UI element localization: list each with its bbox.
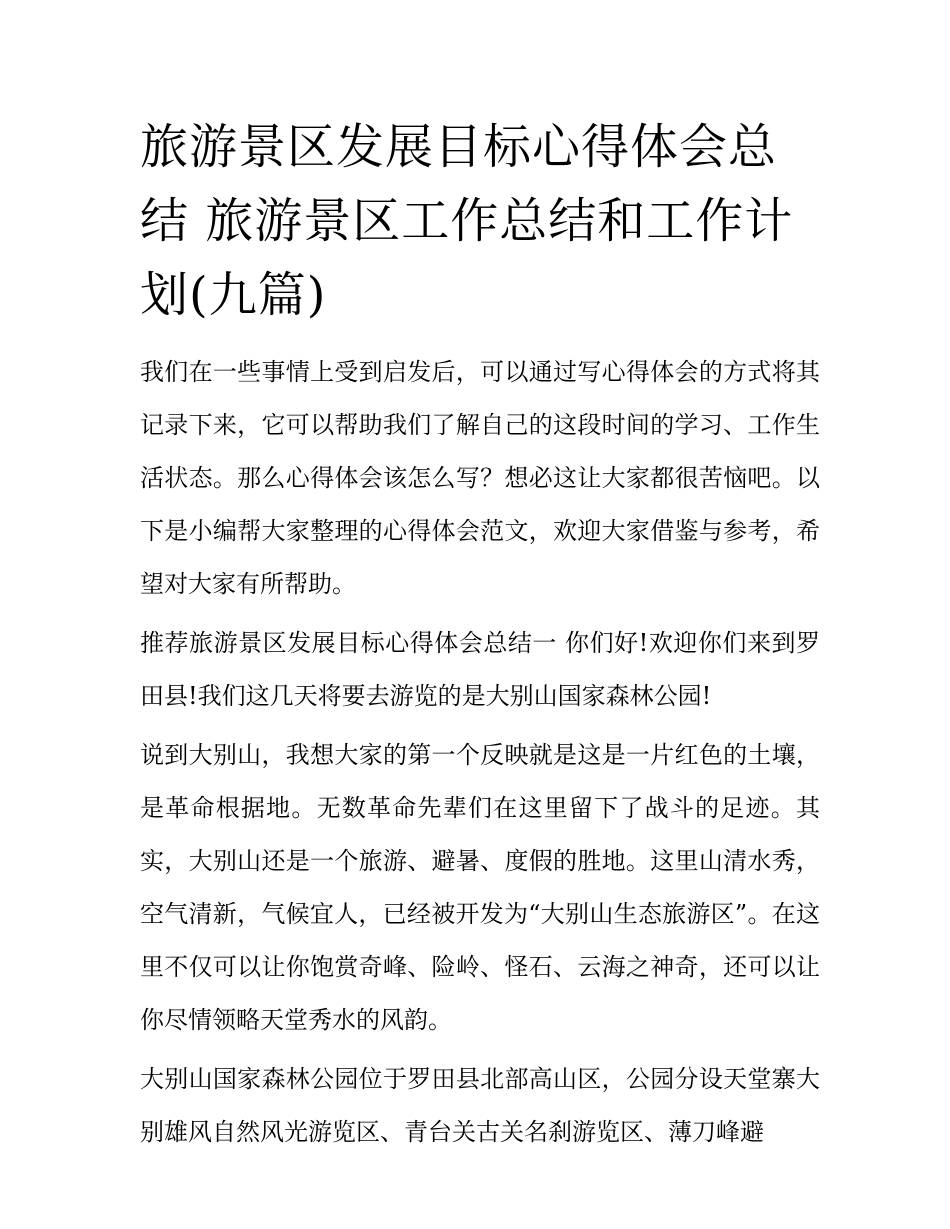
document-title: 旅游景区发展目标心得体会总结 旅游景区工作总结和工作计划(九篇) (140, 119, 794, 323)
paragraph-intro: 我们在一些事情上受到启发后，可以通过写心得体会的方式将其记录下来，它可以帮助我们了解自己的这段时间的学习、工作生活状态。那么心得体会该怎么写？想必这让大家都很苦恼吧。以下是小编帮大家整理的心得体会范文，欢迎大家借鉴与参考，希望对大家有所帮助。 (140, 358, 820, 598)
paragraph-dabie-intro: 说到大别山，我想大家的第一个反映就是这是一片红色的土壤，是革命根据地。无数革命先辈们在这里留下了战斗的足迹。其实，大别山还是一个旅游、避暑、度假的胜地。这里山清水秀，空气清新，气候宜人，已经被开发为“大别山生态旅游区”。在这里不仅可以让你饱赏奇峰、险岭、怪石、云海之神奇，还可以让你尽情领略天堂秀水的风韵。 (140, 741, 820, 1034)
paragraph-greeting: 推荐旅游景区发展目标心得体会总结一 你们好!欢迎你们来到罗田县!我们这几天将要去游览的是大别山国家森林公园! (140, 629, 820, 710)
paragraph-park-location: 大别山国家森林公园位于罗田县北部高山区，公园分设天堂寨大别雄风自然风光游览区、青台关古关名刹游览区、薄刀峰避 (140, 1065, 820, 1146)
document-body (140, 110, 820, 1159)
